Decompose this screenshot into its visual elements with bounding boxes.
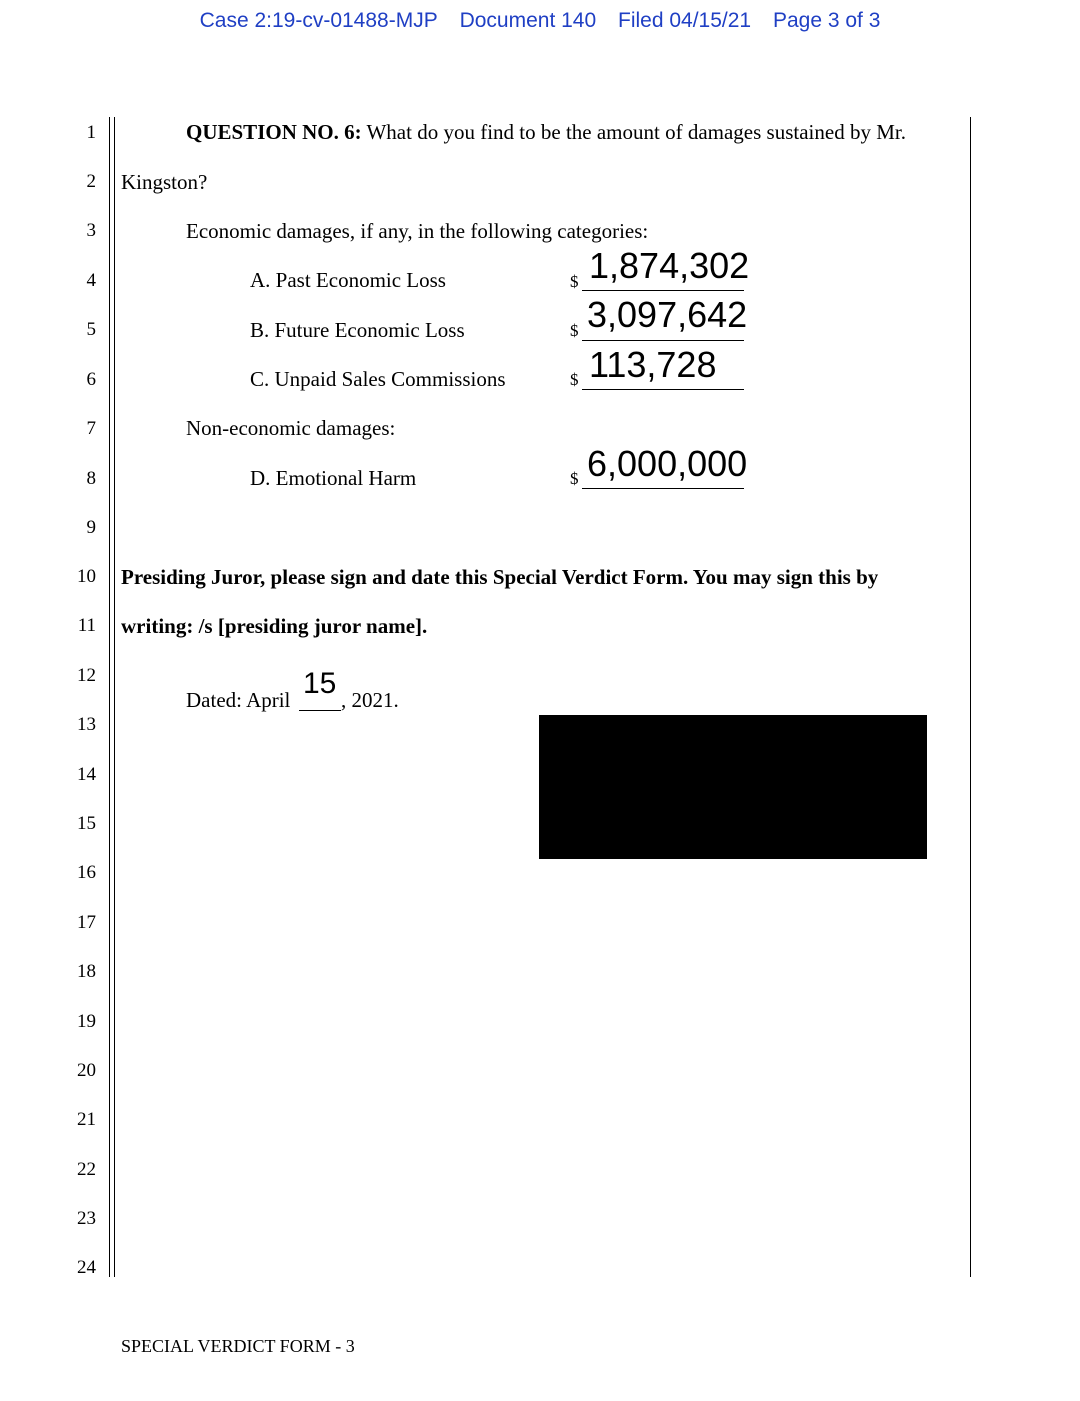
redacted-signature-block [539, 715, 927, 859]
question-line-1 [186, 120, 906, 144]
case-number: Case 2:19-cv-01488-MJP [199, 9, 438, 32]
instruction-line-1: Presiding Juror, please sign and date this Special Verdict Form. You may sign this by [121, 565, 879, 589]
right-margin-rule [970, 117, 971, 1277]
line-number: 14 [77, 764, 96, 785]
line-number: 22 [77, 1159, 96, 1180]
line-number: 20 [77, 1060, 96, 1081]
line-number: 13 [77, 714, 96, 735]
document-number: Document 140 [459, 9, 597, 32]
currency-symbol: $ [570, 321, 579, 340]
answer-line [582, 488, 744, 489]
line-number: 4 [86, 270, 96, 291]
answer-line [582, 290, 744, 291]
line-number: 8 [86, 468, 96, 489]
past-economic-loss-label: A. Past Economic Loss [250, 268, 446, 292]
line-number: 3 [86, 220, 96, 241]
question-text: What do you find to be the amount of damages sustained by Mr. [366, 120, 906, 144]
line-number: 7 [86, 418, 96, 439]
line-number: 19 [77, 1011, 96, 1032]
page-indicator: Page 3 of 3 [772, 9, 881, 32]
page-footer: SPECIAL VERDICT FORM - 3 [121, 1336, 355, 1356]
line-number: 15 [77, 813, 96, 834]
filed-date: Filed 04/15/21 [618, 9, 752, 32]
line-number: 11 [77, 615, 96, 636]
question-line-2: Kingston? [121, 170, 208, 194]
answer-line [582, 389, 744, 390]
currency-symbol: $ [570, 370, 579, 389]
noneconomic-damages-heading: Non-economic damages: [186, 416, 396, 440]
line-number: 1 [86, 122, 96, 143]
future-economic-loss-amount: 3,097,642 [587, 294, 748, 335]
left-margin-rule-outer [109, 117, 110, 1277]
currency-symbol: $ [570, 469, 579, 488]
currency-symbol: $ [570, 272, 579, 291]
line-number: 21 [77, 1109, 96, 1130]
line-number: 5 [86, 319, 96, 340]
line-number: 23 [77, 1208, 96, 1229]
line-number: 17 [77, 912, 96, 933]
date-blank-line [299, 710, 341, 711]
emotional-harm-label: D. Emotional Harm [250, 466, 417, 490]
line-number: 18 [77, 961, 96, 982]
question-label: QUESTION NO. 6: [186, 120, 362, 144]
dated-day: 15 [303, 667, 337, 700]
economic-damages-heading: Economic damages, if any, in the following categories: [186, 219, 649, 243]
line-number: 2 [86, 171, 96, 192]
dated-prefix: Dated: April [186, 688, 291, 712]
line-number: 12 [77, 665, 96, 686]
instruction-line-2: writing: /s [presiding juror name]. [121, 614, 428, 638]
line-number: 16 [77, 862, 96, 883]
line-number: 24 [77, 1257, 96, 1278]
answer-line [582, 340, 744, 341]
case-header [0, 9, 1080, 33]
emotional-harm-amount: 6,000,000 [587, 443, 748, 484]
line-number: 10 [77, 566, 96, 587]
line-number: 6 [86, 369, 96, 390]
unpaid-commissions-label: C. Unpaid Sales Commissions [250, 367, 506, 391]
future-economic-loss-label: B. Future Economic Loss [250, 318, 465, 342]
dated-suffix: , 2021. [341, 688, 399, 712]
unpaid-commissions-amount: 113,728 [589, 344, 717, 385]
past-economic-loss-amount: 1,874,302 [589, 245, 750, 286]
line-number: 9 [86, 517, 96, 538]
left-margin-rule-inner [114, 117, 115, 1277]
